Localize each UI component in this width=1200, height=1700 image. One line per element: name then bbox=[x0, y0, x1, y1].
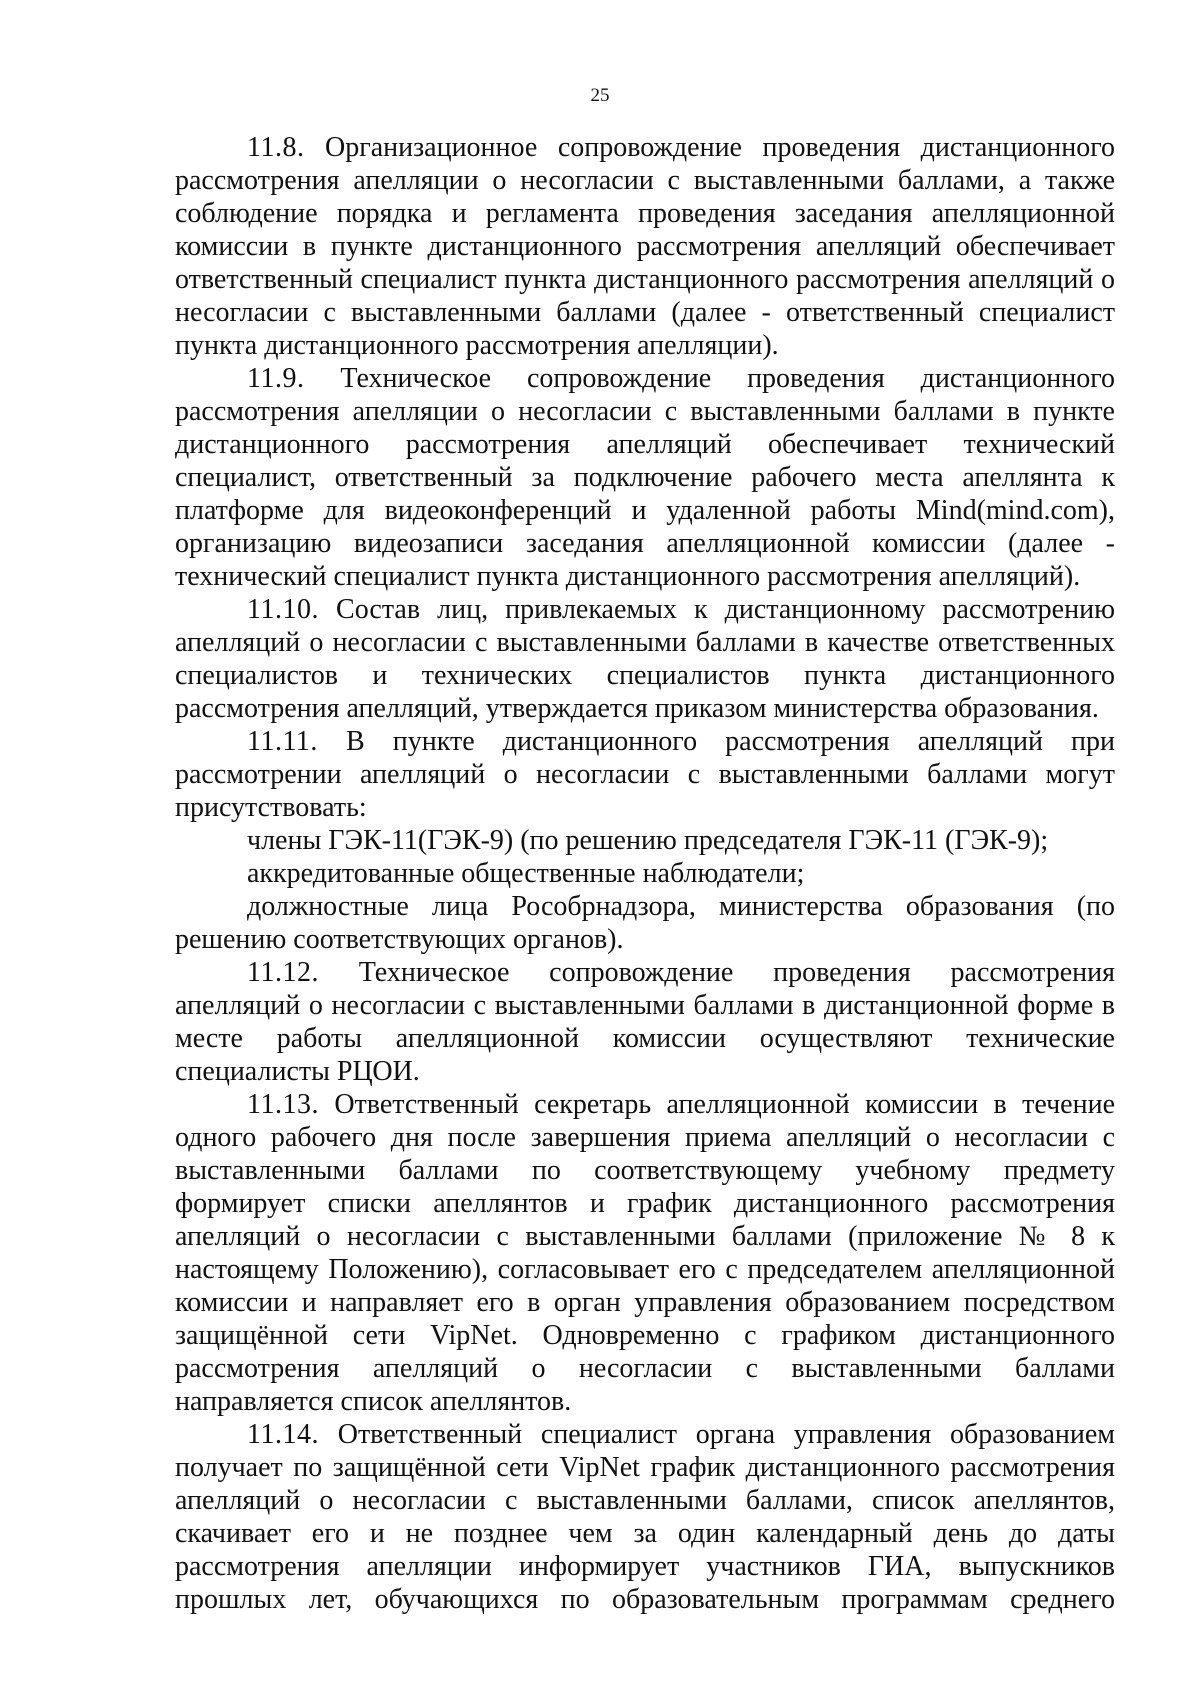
paragraph-number: 11.14. bbox=[247, 1419, 319, 1450]
list-item-gek-members bbox=[175, 824, 1115, 857]
list-item-text: аккредитованные общественные наблюдатели; bbox=[247, 858, 805, 889]
paragraph-11-12 bbox=[175, 956, 1115, 1088]
paragraph-11-14 bbox=[175, 1418, 1115, 1616]
paragraph-number: 11.11. bbox=[247, 726, 318, 757]
paragraph-number: 11.12. bbox=[247, 957, 319, 988]
paragraph-number: 11.9. bbox=[247, 363, 305, 394]
paragraph-11-11 bbox=[175, 725, 1115, 824]
paragraph-text: Состав лиц, привлекаемых к дистанционному рассмотрению апелляций о несогласии с выставленными баллами в качестве ответственных специалистов и технических специалистов пункта дистанционного рассмотрения апелляций, утверждается приказом министерства образования. bbox=[175, 594, 1115, 724]
paragraph-11-9 bbox=[175, 362, 1115, 593]
paragraph-number: 11.8. bbox=[247, 132, 305, 163]
paragraph-number: 11.10. bbox=[247, 594, 319, 625]
paragraph-text: Техническое сопровождение проведения рассмотрения апелляций о несогласии с выставленными баллами в дистанционной форме в месте работы апелляционной комиссии осуществляют технические специалисты РЦОИ. bbox=[175, 957, 1115, 1087]
paragraph-text: Ответственный специалист органа управления образованием получает по защищённой сети VipNet график дистанционного рассмотрения апелляций о несогласии с выставленными баллами, список апеллянтов, скачивает его и не позднее чем за один календарный день до даты рассмотрения апелляции информирует участников ГИА, выпускников прошлых лет, обучающихся по образовательным программам среднего bbox=[175, 1419, 1116, 1615]
paragraph-text: Техническое сопровождение проведения дистанционного рассмотрения апелляции о несогласии с выставленными баллами в пункте дистанционного рассмотрения апелляций обеспечивает технический специалист, ответственный за подключение рабочего места апеллянта к платформе для видеоконференций и удаленной работы Mind(mind.com), организацию видеозаписи заседания апелляционной комиссии (далее - технический специалист пункта дистанционного рассмотрения апелляций). bbox=[175, 363, 1115, 592]
paragraph-text: Организационное сопровождение проведения дистанционного рассмотрения апелляции о несогласии с выставленными баллами, а также соблюдение порядка и регламента проведения заседания апелляционной комиссии в пункте дистанционного рассмотрения апелляций обеспечивает ответственный специалист пункта дистанционного рассмотрения апелляций о несогласии с выставленными баллами (далее - ответственный специалист пункта дистанционного рассмотрения апелляции). bbox=[175, 132, 1116, 361]
list-item-officials bbox=[175, 890, 1115, 956]
list-item-text: должностные лица Рособрнадзора, министерства образования (по решению соответствующих органов). bbox=[175, 891, 1115, 955]
document-body bbox=[175, 131, 1115, 1616]
paragraph-text: Ответственный секретарь апелляционной комиссии в течение одного рабочего дня после завершения приема апелляций о несогласии с выставленными баллами по соответствующему учебному предмету формирует списки апеллянтов и график дистанционного рассмотрения апелляций о несогласии с выставленными баллами (приложение № 8 к настоящему Положению), согласовывает его с председателем апелляционной комиссии и направляет его в орган управления образованием посредством защищённой сети VipNet. Одновременно с графиком дистанционного рассмотрения апелляций о несогласии с выставленными баллами направляется список апеллянтов. bbox=[175, 1089, 1115, 1417]
paragraph-11-10 bbox=[175, 593, 1115, 725]
paragraph-11-13 bbox=[175, 1088, 1115, 1418]
paragraph-11-8 bbox=[175, 131, 1115, 362]
page-number: 25 bbox=[590, 85, 610, 106]
paragraph-text: В пункте дистанционного рассмотрения апелляций при рассмотрении апелляций о несогласии с выставленными баллами могут присутствовать: bbox=[175, 726, 1115, 823]
list-item-observers bbox=[175, 857, 1115, 890]
list-item-text: члены ГЭК-11(ГЭК-9) (по решению председателя ГЭК-11 (ГЭК-9); bbox=[247, 825, 1049, 856]
paragraph-number: 11.13. bbox=[247, 1089, 319, 1120]
